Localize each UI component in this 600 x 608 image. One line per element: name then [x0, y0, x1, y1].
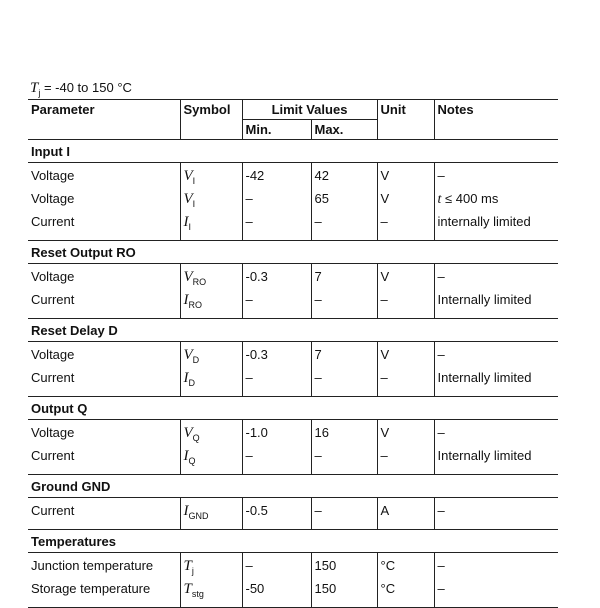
symbol-text: $I_D$	[183, 370, 195, 388]
symbol-text: $V_{RO}$	[183, 269, 207, 287]
notes-text: Internally limited	[437, 292, 532, 307]
min-cell: -0.3	[242, 264, 311, 292]
max-cell: 150	[311, 580, 377, 608]
table-row	[28, 553, 558, 581]
unit-cell: V	[377, 190, 434, 213]
symbol-cell	[180, 291, 242, 319]
max-cell: 65	[311, 190, 377, 213]
unit-cell: A	[377, 498, 434, 530]
max-cell: –	[311, 447, 377, 475]
parameter-cell: Junction temperature	[31, 558, 154, 573]
symbol-cell	[180, 447, 242, 475]
table-body	[28, 140, 558, 608]
min-cell: –	[242, 190, 311, 213]
parameter-cell: Current	[31, 503, 75, 518]
symbol-text: $V_I$	[183, 191, 196, 209]
notes-cell	[434, 420, 558, 448]
unit-cell: V	[377, 264, 434, 292]
parameter-cell: Storage temperature	[28, 580, 180, 608]
group-header-row	[28, 319, 558, 342]
table-row	[28, 447, 558, 475]
symbol-text: $T_{stg}$	[183, 581, 204, 599]
symbol-cell	[180, 213, 242, 241]
symbol-cell	[180, 190, 242, 213]
group-header-row	[28, 530, 558, 553]
max-cell: –	[311, 291, 377, 319]
symbol-cell	[180, 342, 242, 370]
unit-cell: °C	[377, 553, 434, 581]
header-parameter: Parameter	[28, 100, 180, 140]
symbol-cell	[180, 264, 242, 292]
min-cell: -1.0	[242, 420, 311, 448]
header-max: Max.	[311, 120, 377, 140]
symbol-text: $V_I$	[183, 168, 196, 186]
min-cell: –	[242, 291, 311, 319]
table-row	[28, 163, 558, 191]
group-header-row	[28, 140, 558, 163]
unit-cell: –	[377, 369, 434, 397]
table-row	[28, 420, 558, 448]
symbol-text: $I_Q$	[183, 448, 196, 466]
header-limit-values: Limit Values	[242, 100, 377, 120]
group-header-row	[28, 475, 558, 498]
symbol-cell	[180, 498, 242, 530]
notes-cell	[434, 342, 558, 370]
notes-text: –	[437, 503, 445, 518]
min-cell: –	[242, 447, 311, 475]
symbol-cell	[180, 420, 242, 448]
unit-cell: V	[377, 420, 434, 448]
notes-text: Internally limited	[437, 448, 532, 463]
notes-text: –	[437, 168, 445, 183]
symbol-cell	[180, 369, 242, 397]
absolute-maximum-ratings-table	[28, 99, 558, 608]
notes-text: Internally limited	[437, 370, 532, 385]
notes-text: ≤ 400 ms	[441, 191, 499, 206]
group-title: Ground GND	[28, 475, 558, 498]
symbol-text: $T_j$	[183, 558, 194, 576]
parameter-cell: Current	[31, 292, 75, 307]
symbol-text: $I_I$	[183, 214, 192, 232]
table-row	[28, 291, 558, 319]
symbol-text: $I_{RO}$	[183, 292, 202, 310]
table-row	[28, 580, 558, 608]
max-cell: –	[311, 213, 377, 241]
notes-text: –	[437, 558, 445, 573]
min-cell: -50	[242, 580, 311, 608]
symbol-cell	[180, 553, 242, 581]
symbol-text: $V_Q$	[183, 425, 200, 443]
unit-cell: –	[377, 447, 434, 475]
min-cell: –	[242, 553, 311, 581]
max-cell: 7	[311, 264, 377, 292]
notes-cell	[434, 163, 558, 191]
table-row	[28, 498, 558, 530]
table-row	[28, 369, 558, 397]
parameter-cell: Voltage	[31, 191, 75, 206]
notes-text: internally limited	[437, 214, 531, 229]
group-header-row	[28, 397, 558, 420]
condition-text: = -40 to 150 °C	[40, 80, 132, 95]
min-cell: –	[242, 213, 311, 241]
parameter-cell: Voltage	[31, 168, 75, 183]
notes-cell	[434, 291, 558, 319]
notes-cell	[434, 264, 558, 292]
notes-cell	[434, 190, 558, 213]
unit-cell: –	[377, 291, 434, 319]
table-row	[28, 342, 558, 370]
header-min: Min.	[242, 120, 311, 140]
header-unit: Unit	[377, 100, 434, 140]
max-cell: 16	[311, 420, 377, 448]
symbol-cell	[180, 163, 242, 191]
group-title: Temperatures	[28, 530, 558, 553]
unit-cell: V	[377, 163, 434, 191]
symbol-text: $V_D$	[183, 347, 200, 365]
notes-cell	[434, 447, 558, 475]
symbol-cell	[180, 580, 242, 608]
notes-cell	[434, 498, 558, 530]
notes-cell	[434, 580, 558, 608]
condition-line	[30, 80, 132, 98]
group-title: Reset Delay D	[28, 319, 558, 342]
max-cell: –	[311, 498, 377, 530]
notes-text: –	[437, 269, 445, 284]
header-notes: Notes	[434, 100, 558, 140]
min-cell: -0.3	[242, 342, 311, 370]
unit-cell: –	[377, 213, 434, 241]
table-row	[28, 264, 558, 292]
parameter-cell: Voltage	[31, 425, 75, 440]
max-cell: 7	[311, 342, 377, 370]
parameter-cell: Current	[31, 448, 75, 463]
group-title: Output Q	[28, 397, 558, 420]
parameter-cell: Current	[31, 370, 75, 385]
table-row	[28, 213, 558, 241]
unit-cell: °C	[377, 580, 434, 608]
notes-text: –	[437, 581, 445, 596]
max-cell: –	[311, 369, 377, 397]
notes-text: –	[437, 347, 445, 362]
parameter-cell: Voltage	[31, 269, 75, 284]
condition-symbol: $T_j$	[30, 80, 41, 98]
table-row	[28, 190, 558, 213]
parameter-cell: Current	[31, 214, 75, 229]
group-title: Input I	[28, 140, 558, 163]
max-cell: 150	[311, 553, 377, 581]
symbol-text: $I_{GND}$	[183, 503, 209, 521]
group-title: Reset Output RO	[28, 241, 558, 264]
group-header-row	[28, 241, 558, 264]
unit-cell: V	[377, 342, 434, 370]
notes-cell	[434, 369, 558, 397]
min-cell: -0.5	[242, 498, 311, 530]
notes-cell	[434, 553, 558, 581]
max-cell: 42	[311, 163, 377, 191]
notes-cell	[434, 213, 558, 241]
notes-time-symbol: t	[437, 192, 442, 207]
min-cell: –	[242, 369, 311, 397]
min-cell: -42	[242, 163, 311, 191]
notes-text: –	[437, 425, 445, 440]
header-symbol: Symbol	[180, 100, 242, 140]
parameter-cell: Voltage	[31, 347, 75, 362]
